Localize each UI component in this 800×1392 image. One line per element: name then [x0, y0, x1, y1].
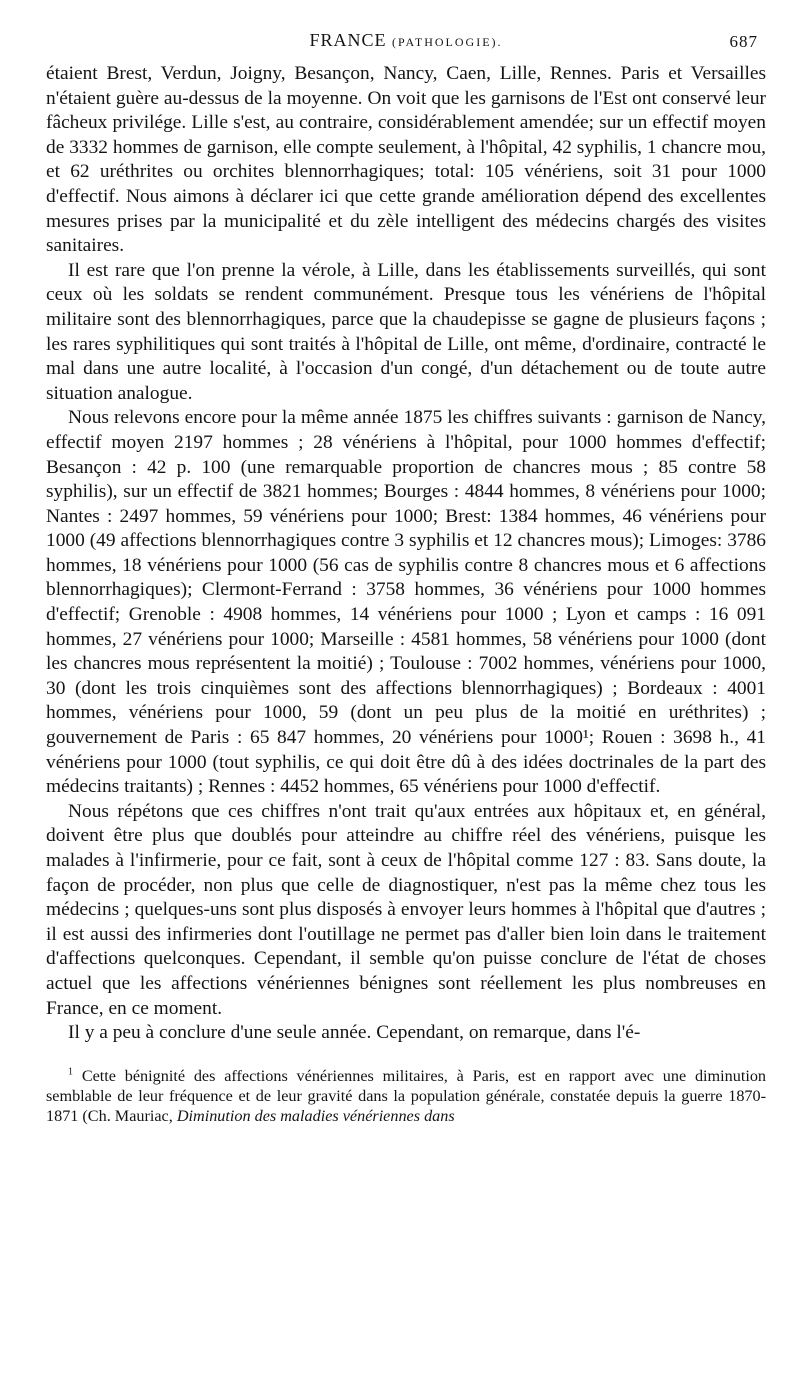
page-number: 687	[729, 32, 758, 51]
paragraph: étaient Brest, Verdun, Joigny, Besançon, Nancy, Caen, Lille, Rennes. Paris et Versailles n'étaient guère au-dessus de la moyenne. On voit que les garnisons de l'Est ont conservé leur fâcheux privilége. Lille s'est, au contraire, considérablement amendée; sur un effectif moyen de 3332 hommes de garnison, elle compte seulement, à l'hôpital, 42 syphilis, 1 chancre mou, et 62 uréthrites ou orchites blennorrhagiques; total: 105 vénériens, soit 31 pour 1000 d'effectif. Nous aimons à déclarer ici que cette grande amélioration dépend des excellentes mesures prises par la municipalité et du zèle intelligent des médecins chargés des visites sanitaires.	[46, 63, 766, 257]
body-text	[46, 62, 766, 1046]
paragraph: Il y a peu à conclure d'une seule année. Cependant, on remarque, dans l'é-	[68, 1022, 641, 1044]
paragraph: Nous relevons encore pour la même année 1875 les chiffres suivants : garnison de Nancy, effectif moyen 2197 hommes ; 28 vénériens à l'hôpital, pour 1000 hommes d'effectif; Besançon : 42 p. 100 (une remarquable proportion de chancres mous ; 85 contre 58 syphilis), sur un effectif de 3821 hommes; Bourges : 4844 hommes, 8 vénériens pour 1000; Nantes : 2497 hommes, 59 vénériens pour 1000; Brest: 1384 hommes, 46 vénériens pour 1000 (49 affections blennorrhagiques contre 3 syphilis et 12 chancres mous); Limoges: 3786 hommes, 18 vénériens pour 1000 (56 cas de syphilis contre 8 chancres mous et 6 affections blennorrhagiques); Clermont-Ferrand : 3758 hommes, 36 vénériens pour 1000 hommes d'effectif; Grenoble : 4908 hommes, 14 vénériens pour 1000 ; Lyon et camps : 16 091 hommes, 27 vénériens pour 1000; Marseille : 4581 hommes, 58 vénériens pour 1000 (dont les chancres mous représentent la moitié) ; Toulouse : 7002 hommes, vénériens pour 1000, 30 (dont les trois cinquièmes sont des affections blennorrhagiques) ; Bordeaux : 4001 hommes, vénériens pour 1000, 59 (dont un peu plus de la moitié en uréthrites) ; gouvernement de Paris : 65 847 hommes, 20 vénériens pour 1000¹; Rouen : 3698 h., 41 vénériens pour 1000 (tout syphilis, ce qui doit être dû à des idées doctrinales de la part des médecins traitants) ; Rennes : 4452 hommes, 65 vénériens pour 1000 d'effectif.	[46, 407, 766, 798]
footnote-text: Cette bénignité des affections vénériennes militaires, à Paris, est en rapport avec une diminution semblable de leur fréquence et de leur gravité dans la population générale, constatée depuis la guerre 1870-1871 (Ch. Mauriac,	[46, 1066, 767, 1125]
running-title	[46, 30, 766, 51]
footnote-italic-title: Diminution des maladies vénériennes dans	[176, 1106, 455, 1125]
paragraph: Il est rare que l'on prenne la vérole, à Lille, dans les établissements surveillés, qui sont ceux où les soldats se rendent communément. Presque tous les vénériens de l'hôpital militaire sont des blennorrhagiques, parce que la chaudepisse se gagne de plusieurs façons ; les rares syphilitiques qui sont traités à l'hôpital de Lille, ont même, d'ordinaire, contracté le mal dans une autre localité, à l'occasion d'un congé, d'un détachement ou de toute autre situation analogue.	[46, 259, 766, 404]
running-head	[46, 30, 766, 60]
footnote-marker: 1	[68, 1066, 73, 1078]
footnote	[46, 1066, 766, 1126]
running-title-main: FRANCE	[309, 30, 387, 50]
paragraph: Nous répétons que ces chiffres n'ont trait qu'aux entrées aux hôpitaux et, en général, doivent être plus que doublés pour atteindre au chiffre réel des vénériens, puisque les malades à l'infirmerie, pour ce fait, sont à ceux de l'hôpital comme 127 : 83. Sans doute, la façon de procéder, non plus que celle de diagnostiquer, n'est pas la même chez tous les médecins ; quelques-uns sont plus disposés à envoyer leurs hommes à l'hôpital que d'autres ; il est aussi des infirmeries dont l'outillage ne permet pas d'aller bien loin dans le traitement d'affections quelconques. Cependant, il semble qu'on puisse conclure de l'état de choses actuel que les affections vénériennes bénignes sont réellement les plus nombreuses en France, en ce moment.	[46, 800, 766, 1019]
running-title-sub: (PATHOLOGIE).	[391, 35, 503, 49]
